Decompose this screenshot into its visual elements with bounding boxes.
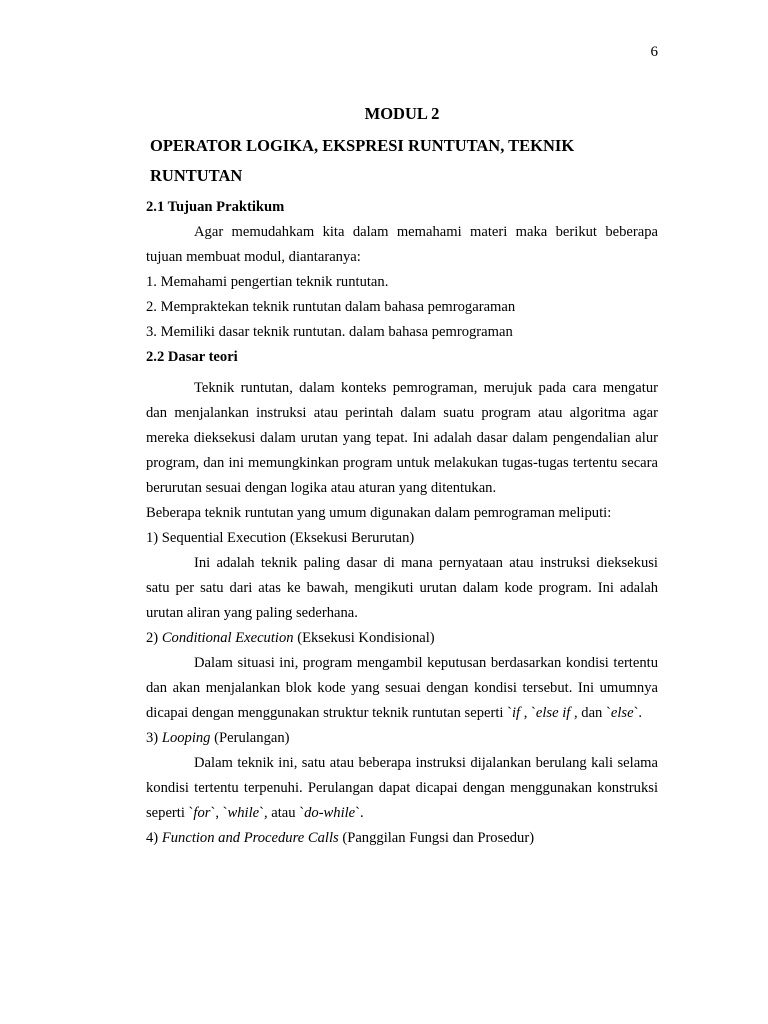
item-4-heading bbox=[146, 826, 658, 851]
section-2-2-paragraph-1: Teknik runtutan, dalam konteks pemrograman, merujuk pada cara mengatur dan menjalankan instruksi atau perintah dalam suatu program atau algoritma agar mereka dieksekusi dalam urutan yang tepat. Ini adalah dasar dalam pengendalian alur program, dan ini memungkinkan program untuk melakukan tugas-tugas tertentu secara berurutan sesuai dengan logika atau aturan yang ditentukan. bbox=[146, 380, 658, 496]
section-2-1-heading: 2.1 Tujuan Praktikum bbox=[146, 199, 285, 215]
list-item: 2. Mempraktekan teknik runtutan dalam bahasa pemrogaraman bbox=[146, 299, 516, 315]
item-2-body bbox=[146, 651, 658, 726]
item-4-term: Function and Procedure Calls bbox=[161, 830, 339, 846]
item-1-body: Ini adalah teknik paling dasar di mana pernyataan atau instruksi dieksekusi satu per satu dari atas ke bawah, mengikuti urutan dalam kode program. Ini adalah urutan aliran yang paling sederhana. bbox=[146, 555, 658, 621]
item-1-heading: 1) Sequential Execution (Eksekusi Berurutan) bbox=[146, 530, 415, 546]
section-2-1-intro: Agar memudahkam kita dalam memahami materi maka berikut beberapa tujuan membuat modul, diantaranya: bbox=[146, 224, 658, 265]
section-2-2-paragraph-2: Beberapa teknik runtutan yang umum digunakan dalam pemrograman meliputi: bbox=[146, 505, 612, 521]
item-3-body-text: Dalam teknik ini, satu atau beberapa instruksi dijalankan berulang kali selama kondisi tertentu terpenuhi. Perulangan dapat dicapai dengan menggunakan konstruksi seperti ` bbox=[146, 755, 658, 821]
keyword-do-while: do-while bbox=[304, 805, 356, 821]
item-2-rest: (Eksekusi Kondisional) bbox=[297, 630, 435, 646]
separator: `, ` bbox=[210, 805, 228, 821]
separator: , dan ` bbox=[570, 705, 611, 721]
module-label: MODUL 2 bbox=[364, 104, 440, 123]
keyword-for: for bbox=[193, 805, 211, 821]
item-3-body bbox=[146, 751, 658, 826]
keyword-else: else bbox=[610, 705, 634, 721]
item-3-number: 3) bbox=[146, 730, 159, 746]
item-4-rest: (Panggilan Fungsi dan Prosedur) bbox=[342, 830, 535, 846]
item-3-term: Looping bbox=[161, 730, 211, 746]
keyword-if: if bbox=[511, 705, 521, 721]
item-3-rest: (Perulangan) bbox=[214, 730, 290, 746]
separator: `. bbox=[633, 705, 643, 721]
item-3-heading bbox=[146, 726, 658, 751]
keyword-else-if: else if bbox=[535, 705, 571, 721]
page-number: 6 bbox=[650, 44, 658, 60]
separator: , ` bbox=[520, 705, 536, 721]
separator: `. bbox=[355, 805, 364, 821]
module-title: OPERATOR LOGIKA, EKSPRESI RUNTUTAN, TEKNIK RUNTUTAN bbox=[150, 136, 575, 185]
item-2-term: Conditional Execution bbox=[161, 630, 294, 646]
keyword-while: while bbox=[227, 805, 260, 821]
item-4-number: 4) bbox=[146, 830, 159, 846]
list-item: 1. Memahami pengertian teknik runtutan. bbox=[146, 274, 389, 290]
item-2-number: 2) bbox=[146, 630, 159, 646]
section-2-2-heading: 2.2 Dasar teori bbox=[146, 349, 238, 365]
item-2-heading bbox=[146, 626, 658, 651]
list-item: 3. Memiliki dasar teknik runtutan. dalam bahasa pemrograman bbox=[146, 324, 513, 340]
separator: `, atau ` bbox=[259, 805, 305, 821]
page-content bbox=[146, 101, 658, 851]
item-2-body-text: Dalam situasi ini, program mengambil keputusan berdasarkan kondisi tertentu dan akan menjalankan blok kode yang sesuai dengan kondisi tersebut. Ini umumnya dicapai dengan menggunakan struktur teknik runtutan seperti ` bbox=[146, 655, 658, 721]
